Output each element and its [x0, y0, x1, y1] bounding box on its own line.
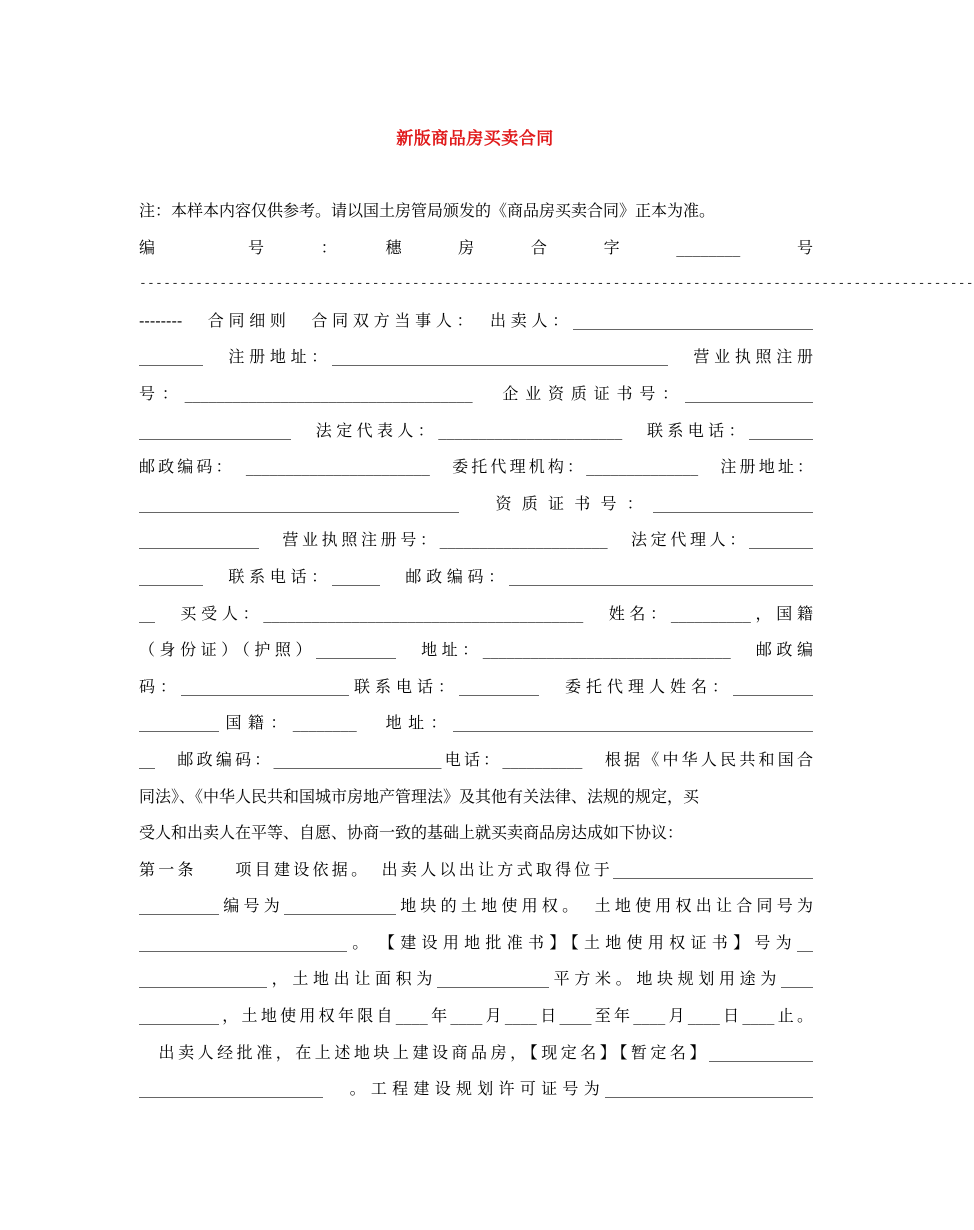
- contract-line: __ 买受人：________________________________________ 姓名：__________，国籍: [139, 603, 813, 623]
- contract-line: ________________，土地出让面积为______________平方米。地块规划用途为____: [139, 969, 813, 989]
- contract-line: --------------------------------------------------------------------------------------------------------: [139, 276, 974, 292]
- contract-line: 码：_____________________联系电话：__________ 委托代理人姓名：__________: [139, 676, 813, 696]
- contract-body: [139, 193, 974, 1108]
- contract-line: 同法》、《中华人民共和国城市房地产管理法》及其他有关法律、法规的规定，买: [139, 786, 700, 806]
- contract-line: __________国籍：________ 地址：_____________________________________________: [139, 713, 813, 733]
- contract-line: __________编号为______________地块的土地使用权。 土地使用权出让合同号为: [139, 896, 813, 916]
- contract-line: _______________ 营业执照注册号：_____________________ 法定代理人：________: [139, 530, 813, 550]
- contract-line: ________________________________________ 资质证书号：____________________: [139, 493, 813, 513]
- contract-line: _______________________ 。工程建设规划许可证号为__________________________: [139, 1079, 813, 1099]
- contract-line: __________，土地使用权年限自____年____月____日____至年____月____日____止。: [139, 1006, 813, 1026]
- contract-line: 邮政编码： _______________________ 委托代理机构：______________ 注册地址：: [139, 457, 813, 477]
- contract-line: 号：____________________________________ 企业资质证书号：________________: [139, 383, 813, 403]
- contract-line: 受人和出卖人在平等、自愿、协商一致的基础上就买卖商品房达成如下协议：: [139, 823, 684, 843]
- document-title: 新版商品房买卖合同: [396, 129, 554, 149]
- contract-line: 出卖人经批准，在上述地块上建设商品房，【现定名】【暂定名】_____________: [139, 1042, 813, 1062]
- contract-line: 注：本样本内容仅供参考。请以国土房管局颁发的《商品房买卖合同》正本为准。: [139, 201, 716, 220]
- contract-line: （身份证）（护照）__________ 地址：_______________________________ 邮政编: [139, 640, 813, 660]
- contract-line: __________________________。 【建设用地批准书】【土地使用权证书】号为__: [139, 932, 813, 952]
- contract-line: ___________________ 法定代表人：_______________________ 联系电话：________: [139, 420, 813, 440]
- contract-line: __ 邮政编码：_____________________电话：__________ 根据《中华人民共和国合: [139, 749, 813, 769]
- contract-line: ________ 注册地址：__________________________________________ 营业执照注册: [139, 347, 813, 367]
- contract-line: -------- 合同细则 合同双方当事人： 出卖人：______________________________: [139, 310, 813, 330]
- contract-line: 编 号 ： 穗 房 合 字 ________ 号: [139, 237, 813, 257]
- contract-line: ________ 联系电话：______ 邮政编码：______________________________________: [139, 566, 813, 586]
- contract-line: 第一条 项目建设依据。 出卖人以出让方式取得位于_________________________: [139, 859, 813, 879]
